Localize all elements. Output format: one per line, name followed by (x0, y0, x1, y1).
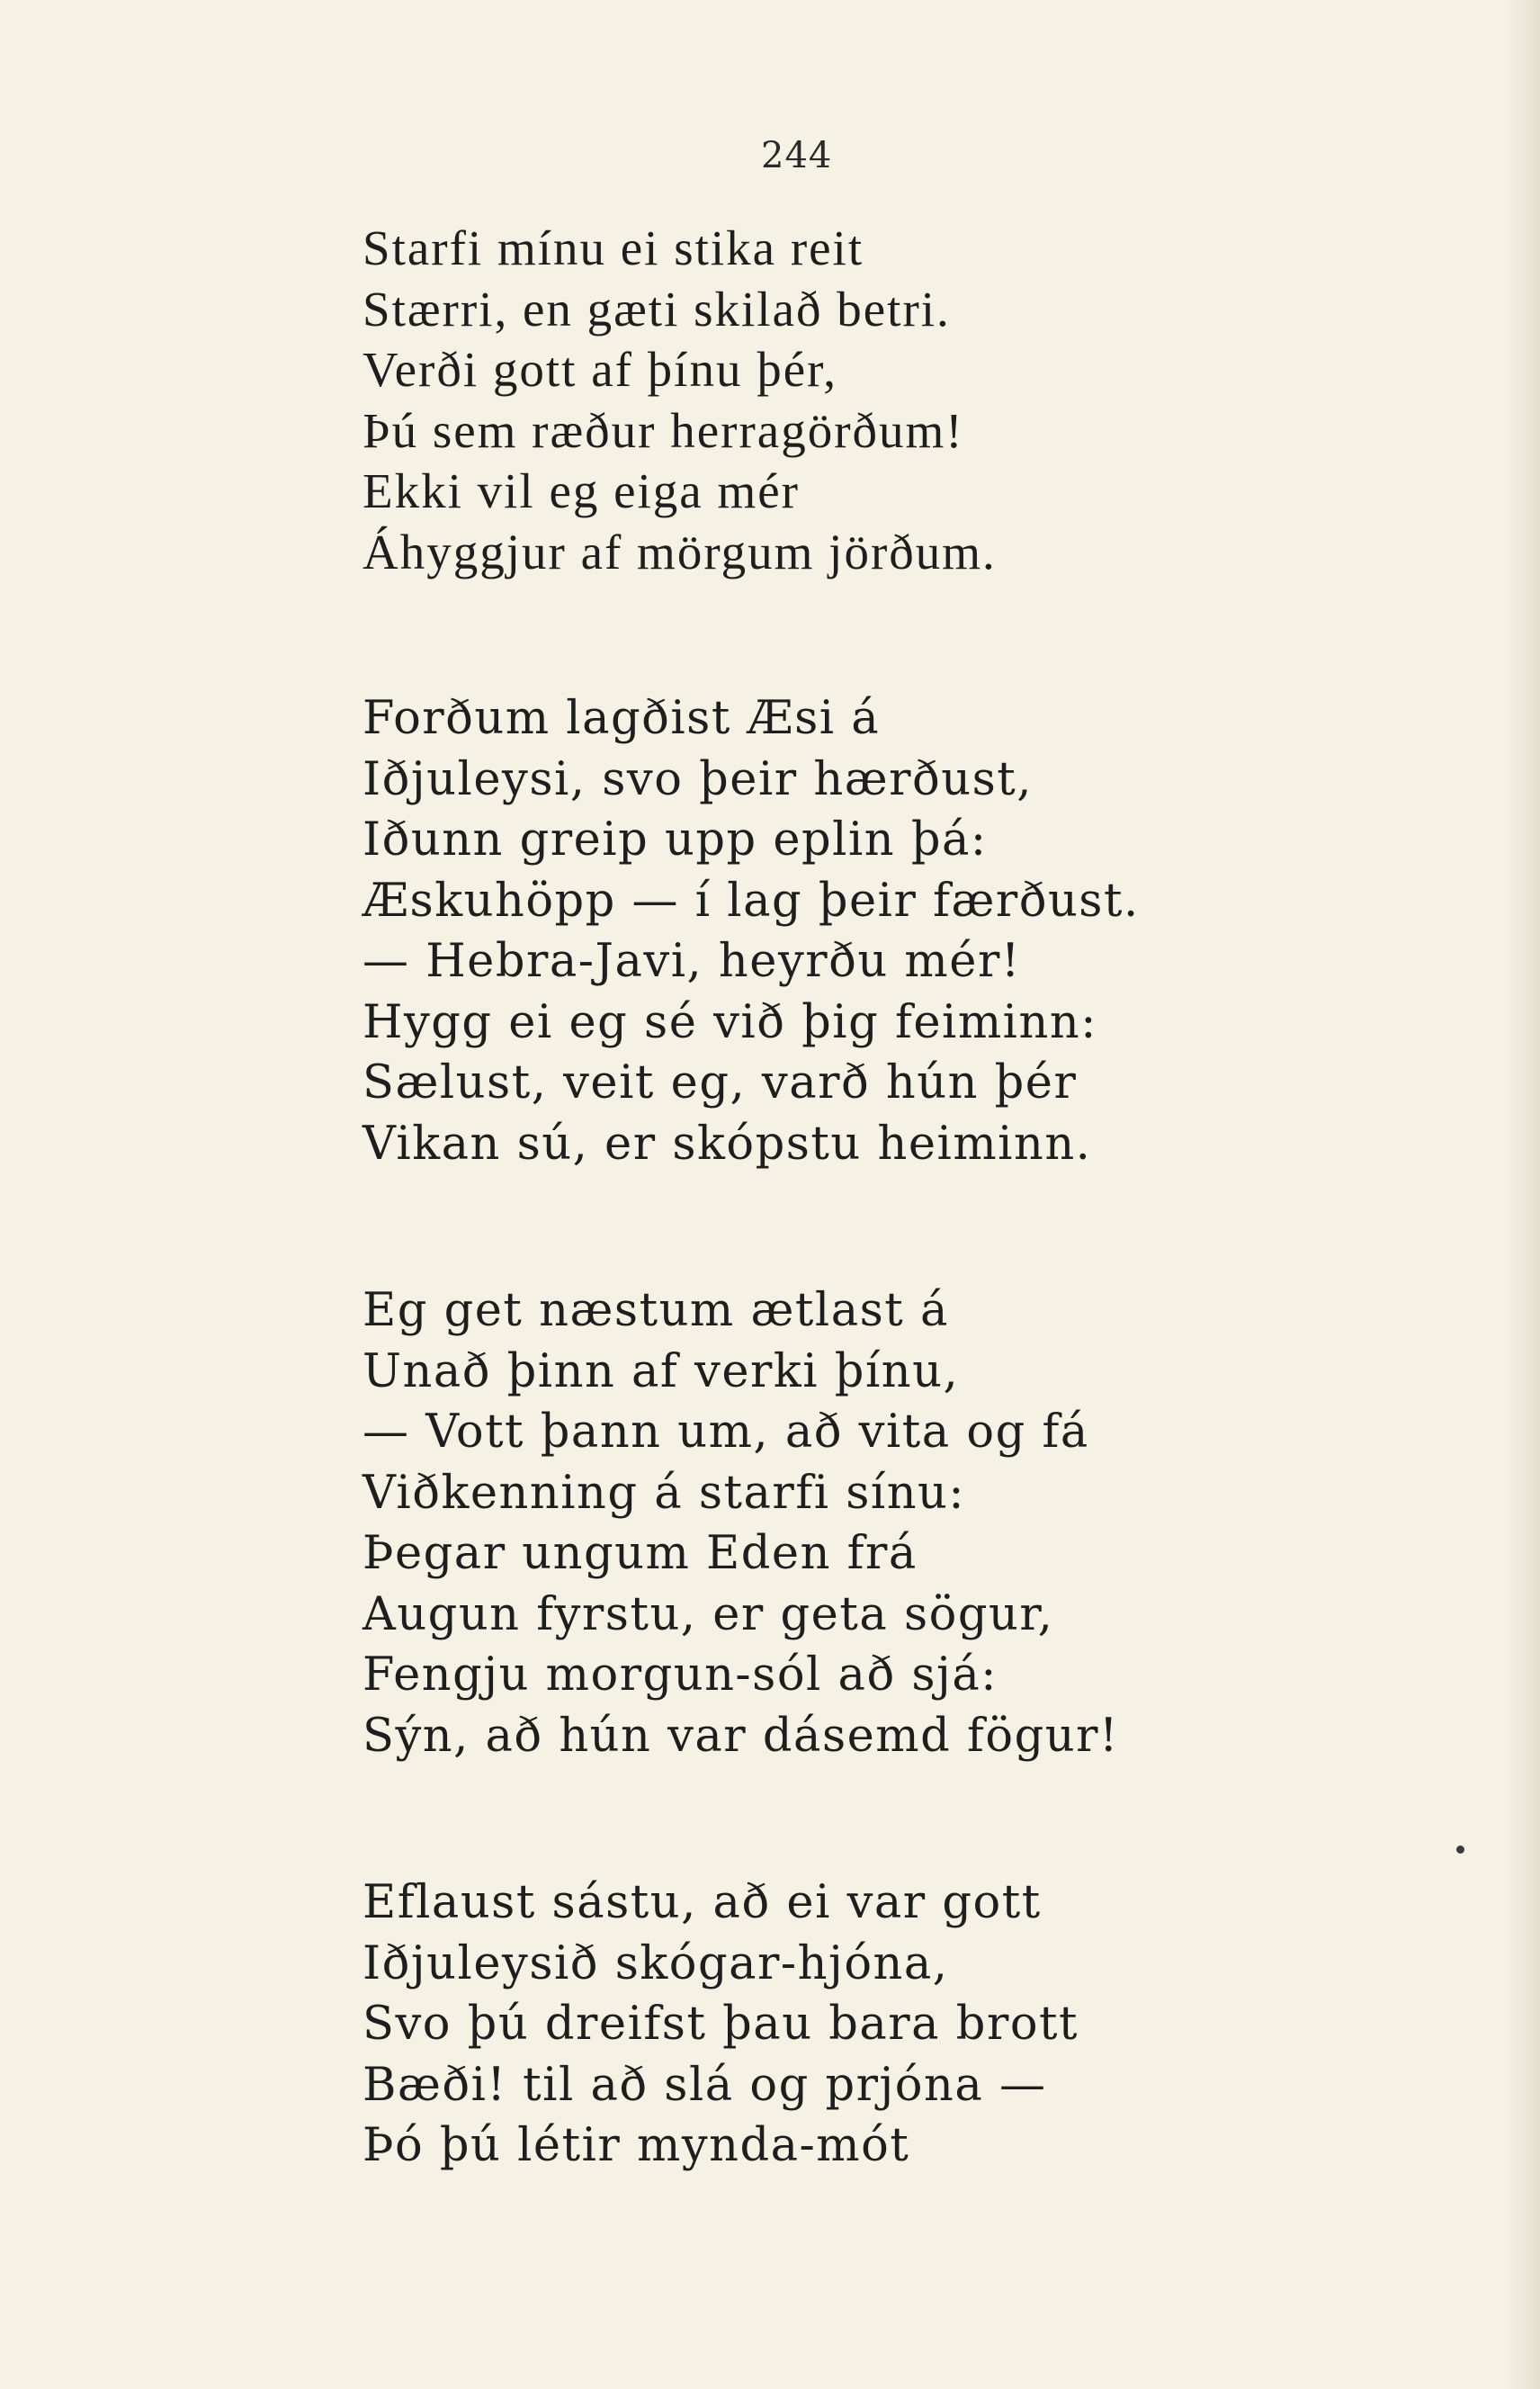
poem-line: Sælust, veit eg, varð hún þér (363, 1056, 1078, 1109)
poem-line: Iðunn greip upp eplin þá: (363, 813, 988, 867)
poem-line: — Vott þann um, að vita og fá (363, 1406, 1089, 1459)
poem-body (363, 218, 1442, 2283)
page-edge-shadow (1504, 0, 1540, 2389)
poem-line: Eg get næstum ætlast á (363, 1284, 949, 1337)
poem-line: Viðkenning á starfi sínu: (363, 1466, 966, 1520)
poem-line: Ekki vil eg eiga mér (363, 463, 800, 518)
stanza-2 (363, 688, 1442, 1174)
poem-line: Iðjuleysið skógar-hjóna, (363, 1936, 949, 1990)
poem-line: Vikan sú, er skópstu heiminn. (363, 1117, 1092, 1171)
poem-line: Fengju morgun-sól að sjá: (363, 1648, 998, 1702)
poem-line: Sýn, að hún var dásemd fögur! (363, 1709, 1119, 1763)
poem-line: Þegar ungum Eden frá (363, 1527, 918, 1580)
poem-line: Augun fyrstu, er geta sögur, (363, 1587, 1054, 1641)
poem-line: Svo þú dreifst þau bara brott (363, 1998, 1079, 2051)
page-number: 244 (761, 135, 833, 176)
poem-line: Starfi mínu ei stika reit (363, 220, 864, 275)
stanza-1 (363, 218, 1442, 582)
stanza-4 (363, 1873, 1442, 2177)
poem-line: Þó þú létir mynda-mót (363, 2119, 910, 2172)
poem-line: — Hebra-Javi, heyrðu mér! (363, 935, 1021, 988)
poem-line: Eflaust sástu, að ei var gott (363, 1876, 1042, 1929)
poem-line: Verði gott af þínu þér, (363, 342, 837, 397)
poem-line: Hygg ei eg sé við þig feiminn: (363, 995, 1097, 1049)
poem-line: Æskuhöpp — í lag þeir færðust. (363, 874, 1140, 928)
stanza-3 (363, 1280, 1442, 1766)
poem-line: Áhyggjur af mörgum jörðum. (363, 524, 997, 579)
poem-line: Iðjuleysi, svo þeir hærðust, (363, 752, 1033, 806)
poem-line: Unað þinn af verki þínu, (363, 1344, 960, 1398)
ink-speck (1456, 1846, 1464, 1854)
poem-line: Bæði! til að slá og prjóna — (363, 2058, 1047, 2112)
poem-line: Þú sem ræður herragörðum! (363, 402, 964, 458)
poem-line: Forðum lagðist Æsi á (363, 692, 881, 745)
poem-line: Stærri, en gæti skilað betri. (363, 281, 951, 337)
